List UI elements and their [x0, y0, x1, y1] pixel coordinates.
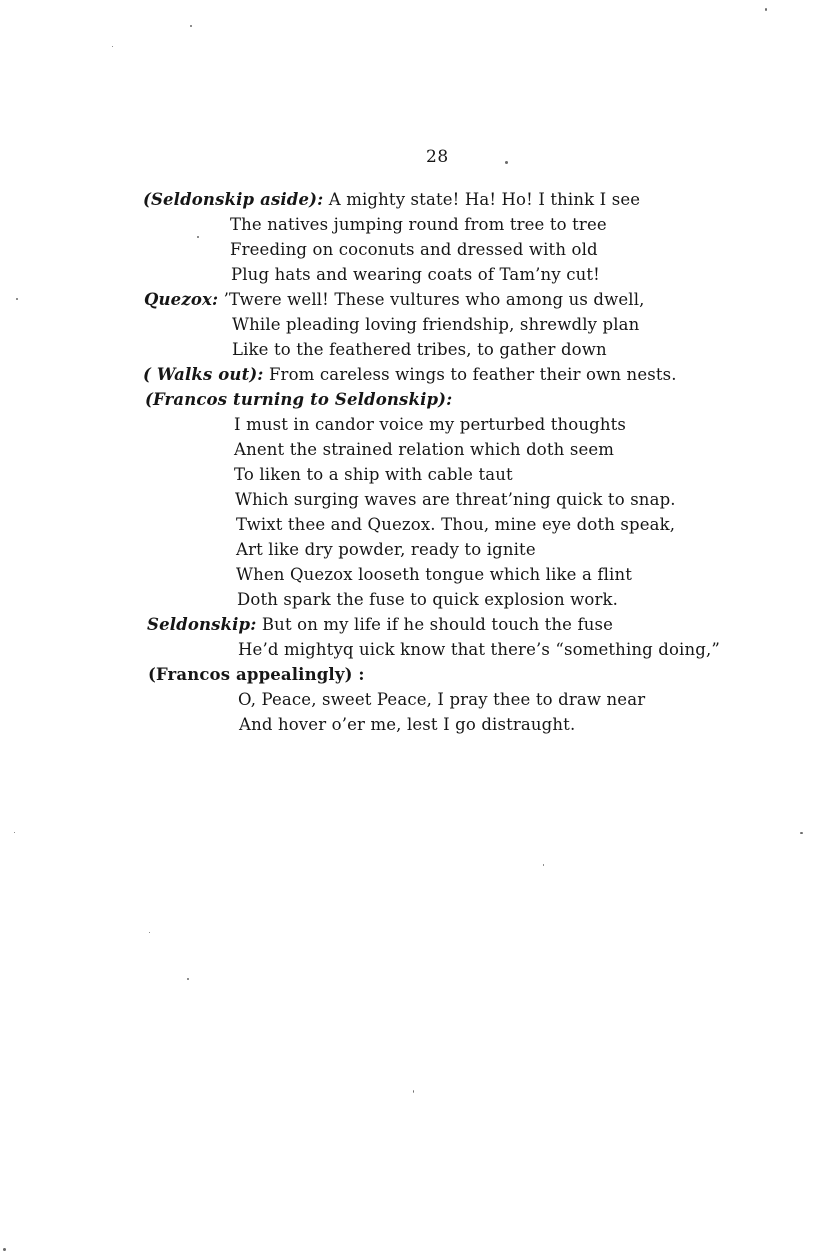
ink-speck [505, 161, 508, 164]
verse-line [239, 715, 575, 735]
line-text: From careless wings to feather their own nests. [263, 365, 677, 384]
line-text: The natives jumping round from tree to tree [230, 215, 607, 234]
verse-line [234, 440, 614, 460]
verse-line [236, 565, 632, 585]
verse-line [238, 690, 645, 710]
line-text: ’Twere well! These vultures who among us dwell, [218, 290, 645, 309]
verse-line [143, 365, 677, 385]
line-text: A mighty state! Ha! Ho! I think I see [323, 190, 641, 209]
stage-direction: (Francos appealingly) : [148, 665, 365, 684]
line-text: To liken to a ship with cable taut [234, 465, 513, 484]
verse-line [232, 340, 607, 360]
line-text: Art like dry powder, ready to ignite [236, 540, 536, 559]
line-text: Twixt thee and Quezox. Thou, mine eye doth speak, [236, 515, 676, 534]
line-text: Which surging waves are threat’ning quick to snap. [235, 490, 676, 509]
ink-speck [16, 298, 18, 300]
stage-direction: (Francos turning to Seldonskip): [145, 390, 453, 409]
ink-speck [3, 1248, 6, 1251]
verse-line [145, 390, 452, 410]
ink-speck [413, 1090, 414, 1093]
line-text: He’d mightyq uick know that there’s “something doing,” [238, 640, 720, 659]
ink-speck [187, 978, 189, 980]
verse-line [147, 615, 613, 635]
verse-line [234, 465, 513, 485]
line-text: Plug hats and wearing coats of Tam’ny cut! [231, 265, 600, 284]
verse-line [148, 665, 365, 685]
verse-line [236, 515, 675, 535]
line-text: Doth spark the fuse to quick explosion work. [237, 590, 619, 609]
verse-line [235, 490, 676, 510]
stage-direction: ( Walks out): [143, 365, 264, 384]
ink-speck [197, 236, 199, 238]
ink-speck [190, 25, 192, 27]
stage-direction: (Seldonskip aside): [143, 190, 324, 209]
verse-line [236, 540, 536, 560]
verse-line [230, 240, 598, 260]
page-number: 28 [426, 147, 449, 167]
line-text: While pleading loving friendship, shrewdly plan [232, 315, 640, 334]
line-text: But on my life if he should touch the fuse [256, 615, 614, 634]
ink-speck [800, 832, 803, 834]
verse-line [232, 315, 639, 335]
verse-line [231, 265, 600, 285]
line-text: Freeding on coconuts and dressed with old [230, 240, 598, 259]
verse-line [230, 215, 607, 235]
line-text: Like to the feathered tribes, to gather down [232, 340, 607, 359]
ink-speck [765, 8, 767, 11]
ink-speck [14, 832, 15, 833]
verse-line [234, 415, 626, 435]
ink-speck [112, 46, 113, 47]
ink-speck [543, 864, 544, 866]
verse-line [144, 290, 645, 310]
line-text: Anent the strained relation which doth seem [234, 440, 615, 459]
verse-line [143, 190, 640, 210]
verse-line [238, 640, 720, 660]
ink-speck [149, 932, 150, 933]
speaker-label: Quezox: [144, 290, 219, 309]
verse-line [237, 590, 618, 610]
line-text: O, Peace, sweet Peace, I pray thee to draw near [238, 690, 646, 709]
line-text: When Quezox looseth tongue which like a flint [236, 565, 633, 584]
speaker-label: Seldonskip: [147, 615, 257, 634]
line-text: And hover o’er me, lest I go distraught. [239, 715, 576, 734]
line-text: I must in candor voice my perturbed thoughts [234, 415, 627, 434]
